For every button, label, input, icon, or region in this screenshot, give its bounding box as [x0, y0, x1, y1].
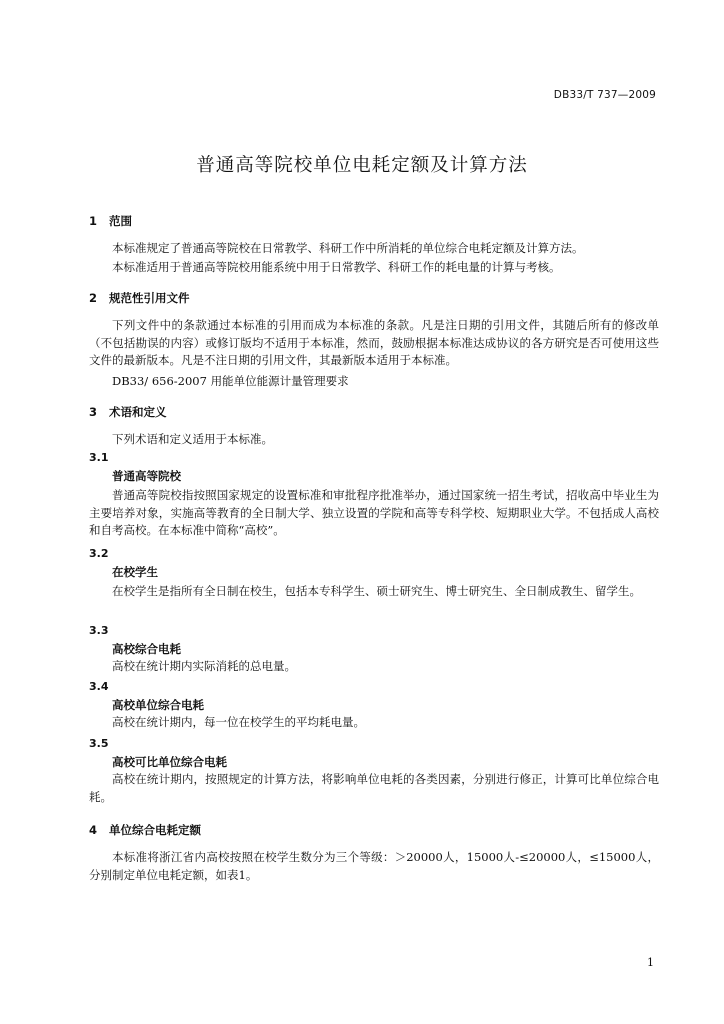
section-title: 单位综合电耗定额	[109, 823, 201, 837]
section-number: 2	[89, 291, 98, 305]
section-4-paragraph: 本标准将浙江省内高校按照在校学生数分为三个等级：＞20000人，15000人-≤20000人，≤15000人，分别制定单位电耗定额，如表1。	[89, 850, 659, 882]
clause-number: 3.4	[89, 680, 109, 693]
clause-number: 3.3	[89, 624, 109, 637]
section-2-paragraph: 下列文件中的条款通过本标准的引用而成为本标准的条款。凡是注日期的引用文件，其随后所有的修改单（不包括勘误的内容）或修订版均不适用于本标准，然而，鼓励根据本标准达成协议的各方研究是否可使用这些文件的最新版本。凡是不注日期的引用文件，其最新版本适用于本标准。	[89, 318, 659, 368]
normative-reference: DB33/ 656-2007 用能单位能源计量管理要求	[112, 374, 349, 388]
section-4-heading	[89, 822, 201, 838]
section-title: 范围	[109, 214, 132, 228]
term-heading: 普通高等院校	[112, 469, 181, 483]
term-definition: 高校在统计期内，按照规定的计算方法，将影响单位电耗的各类因素，分别进行修正，计算可比单位综合电耗。	[89, 772, 659, 804]
section-1-paragraph-2: 本标准适用于普通高等院校用能系统中用于日常教学、科研工作的耗电量的计算与考核。	[112, 260, 561, 274]
document-code: DB33/T 737—2009	[553, 89, 656, 101]
term-heading: 高校可比单位综合电耗	[112, 755, 227, 769]
term-heading: 在校学生	[112, 565, 158, 579]
section-1-paragraph-1: 本标准规定了普通高等院校在日常教学、科研工作中所消耗的单位综合电耗定额及计算方法。	[112, 241, 584, 255]
term-definition: 高校在统计期内实际消耗的总电量。	[112, 659, 296, 673]
section-number: 3	[89, 405, 98, 419]
term-definition: 在校学生是指所有全日制在校生，包括本专科学生、硕士研究生、博士研究生、全日制成教生、留学生。	[112, 584, 641, 598]
clause-number: 3.2	[89, 547, 109, 560]
document-title: 普通高等院校单位电耗定额及计算方法	[196, 155, 528, 176]
section-title: 规范性引用文件	[109, 291, 190, 305]
clause-number: 3.1	[89, 451, 109, 464]
clause-number: 3.5	[89, 737, 109, 750]
section-3-intro: 下列术语和定义适用于本标准。	[112, 432, 273, 446]
section-3-heading	[89, 404, 167, 420]
section-number: 4	[89, 823, 98, 837]
term-definition: 普通高等院校指按照国家规定的设置标准和审批程序批准举办，通过国家统一招生考试，招收高中毕业生为主要培养对象，实施高等教育的全日制大学、独立设置的学院和高等专科学校、短期职业大学。不包括成人高校和自考高校。在本标准中简称“高校”。	[89, 488, 659, 538]
section-1-heading	[89, 213, 132, 229]
term-heading: 高校综合电耗	[112, 642, 181, 656]
section-number: 1	[89, 214, 98, 228]
section-2-heading	[89, 290, 190, 306]
term-heading: 高校单位综合电耗	[112, 698, 204, 712]
page-number: 1	[647, 956, 654, 969]
section-title: 术语和定义	[109, 405, 167, 419]
term-definition: 高校在统计期内，每一位在校学生的平均耗电量。	[112, 715, 365, 729]
